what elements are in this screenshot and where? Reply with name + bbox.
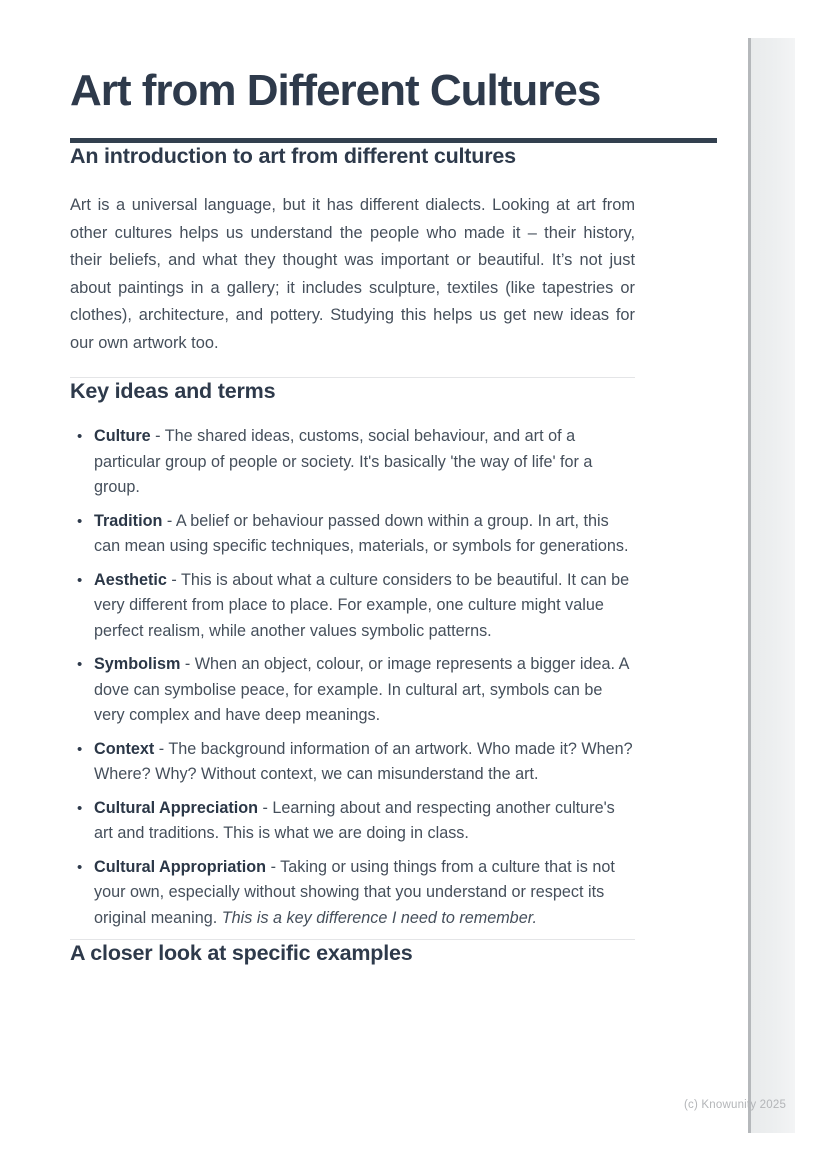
term-label: Symbolism xyxy=(94,655,181,673)
section-heading-closer-look: A closer look at specific examples xyxy=(70,941,413,965)
term-label: Cultural Appropriation xyxy=(94,857,267,876)
term-definition: - When an object, colour, or image represents a bigger idea. A dove can symbolise peace, for example. In cultural art, symbols can be very complex and have deep meanings. xyxy=(94,655,629,724)
list-item xyxy=(70,568,635,645)
term-definition: - Taking or using things from a culture that is not your own, especially without showing that you understand or respect its original meaning. xyxy=(94,857,615,927)
term-definition: - This is about what a culture considers to be beautiful. It can be very different from place to place. For example, one culture might value perfect realism, while another values symbolic patterns. xyxy=(94,570,630,640)
intro-paragraph: Art is a universal language, but it has different dialects. Looking at art from other cultures helps us understand the people who made it – their history, their beliefs, and what they thought was important or beautiful. It’s not just about paintings in a gallery; it includes sculpture, textiles (like tapestries or clothes), architecture, and pottery. Studying this helps us get new ideas for our own artwork too. xyxy=(70,196,635,352)
section-heading-introduction: An introduction to art from different cultures xyxy=(70,144,516,168)
term-definition: - The background information of an artwork. Who made it? When? Where? Why? Without context, we can misunderstand the art. xyxy=(94,739,633,783)
page-title: Art from Different Cultures xyxy=(70,66,601,115)
list-item xyxy=(70,796,635,847)
list-item xyxy=(70,424,635,501)
list-item xyxy=(70,855,635,932)
page-edge-bar xyxy=(748,38,795,1133)
term-label: Aesthetic xyxy=(94,570,167,589)
term-definition: - The shared ideas, customs, social behaviour, and art of a particular group of people or society. It's basically 'the way of life' for a group. xyxy=(94,427,593,496)
list-item xyxy=(70,509,635,560)
key-terms-list xyxy=(70,424,635,931)
text-column xyxy=(70,143,635,966)
document-content xyxy=(70,0,717,966)
term-label: Cultural Appreciation xyxy=(94,798,258,817)
term-label: Tradition xyxy=(94,511,163,530)
term-definition: - Learning about and respecting another culture's art and traditions. This is what we are doing in class. xyxy=(94,798,615,842)
list-item xyxy=(70,652,635,729)
term-definition: - A belief or behaviour passed down within a group. In art, this can mean using specific techniques, materials, or symbols for generations. xyxy=(94,511,629,555)
section-heading-key-ideas: Key ideas and terms xyxy=(70,379,276,403)
term-label: Culture xyxy=(94,427,151,445)
watermark: (c) Knowunity 2025 xyxy=(684,1099,787,1111)
list-item xyxy=(70,737,635,788)
term-label: Context xyxy=(94,739,155,758)
personal-note: This is a key difference I need to remember. xyxy=(221,908,537,927)
